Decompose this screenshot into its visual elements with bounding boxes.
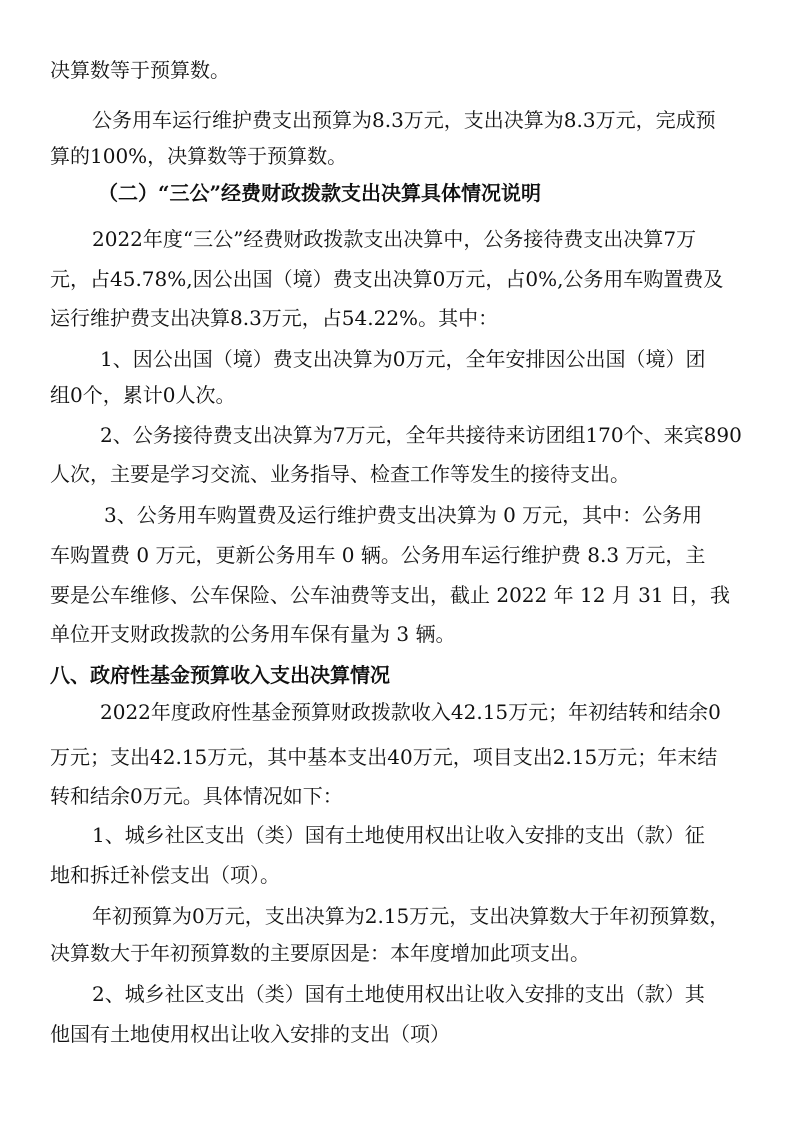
paragraph-line-17: 2022年度政府性基金预算财政拨款收入42.15万元；年初结转和结余0 — [100, 700, 721, 724]
paragraph-line-24: 2、城乡社区支出（类）国有土地使用权出让收入安排的支出（款）其 — [92, 982, 705, 1006]
paragraph-line-19: 转和结余0万元。具体情况如下： — [50, 784, 343, 808]
paragraph-line-6: 元，占45.78%,因公出国（境）费支出决算0万元，占0%,公务用车购置费及 — [50, 267, 724, 291]
paragraph-line-14: 要是公车维修、公车保险、公车油费等支出，截止 2022 年 12 月 31 日，我 — [50, 583, 730, 607]
section-heading-eight: 八、政府性基金预算收入支出决算情况 — [50, 663, 390, 687]
paragraph-line-15: 单位开支财政拨款的公务用车保有量为 3 辆。 — [50, 622, 456, 646]
paragraph-line-8: 1、因公出国（境）费支出决算为0万元，全年安排因公出国（境）团 — [100, 347, 706, 371]
paragraph-line-9: 组0个，累计0人次。 — [50, 383, 236, 407]
paragraph-line-13: 车购置费 0 万元，更新公务用车 0 辆。公务用车运行维护费 8.3 万元，主 — [50, 543, 706, 567]
paragraph-line-12: 3、公务用车购置费及运行维护费支出决算为 0 万元，其中：公务用 — [104, 503, 703, 527]
paragraph-line-2: 公务用车运行维护费支出预算为8.3万元，支出决算为8.3万元，完成预 — [92, 108, 716, 132]
paragraph-line-7: 运行维护费支出决算8.3万元，占54.22%。其中： — [50, 306, 499, 330]
paragraph-line-5: 2022年度“三公”经费财政拨款支出决算中，公务接待费支出决算7万 — [92, 227, 697, 251]
paragraph-line-11: 人次，主要是学习交流、业务指导、检查工作等发生的接待支出。 — [50, 462, 630, 486]
paragraph-line-10: 2、公务接待费支出决算为7万元，全年共接待来访团组170个、来宾890 — [100, 423, 742, 447]
paragraph-line-23: 决算数大于年初预算数的主要原因是：本年度增加此项支出。 — [50, 941, 590, 965]
paragraph-line-20: 1、城乡社区支出（类）国有土地使用权出让收入安排的支出（款）征 — [92, 823, 705, 847]
paragraph-line-18: 万元；支出42.15万元，其中基本支出40万元，项目支出2.15万元；年末结 — [50, 745, 718, 769]
paragraph-line-22: 年初预算为0万元，支出决算为2.15万元，支出决算数大于年初预算数， — [92, 904, 730, 928]
paragraph-line-3: 算的100%，决算数等于预算数。 — [50, 144, 348, 168]
paragraph-line-25: 他国有土地使用权出让收入安排的支出（项） — [50, 1022, 450, 1046]
paragraph-line-21: 地和拆迁补偿支出（项）。 — [50, 863, 280, 887]
section-heading-three-public: （二）“三公”经费财政拨款支出决算具体情况说明 — [98, 181, 542, 205]
paragraph-line-1: 决算数等于预算数。 — [50, 58, 230, 82]
